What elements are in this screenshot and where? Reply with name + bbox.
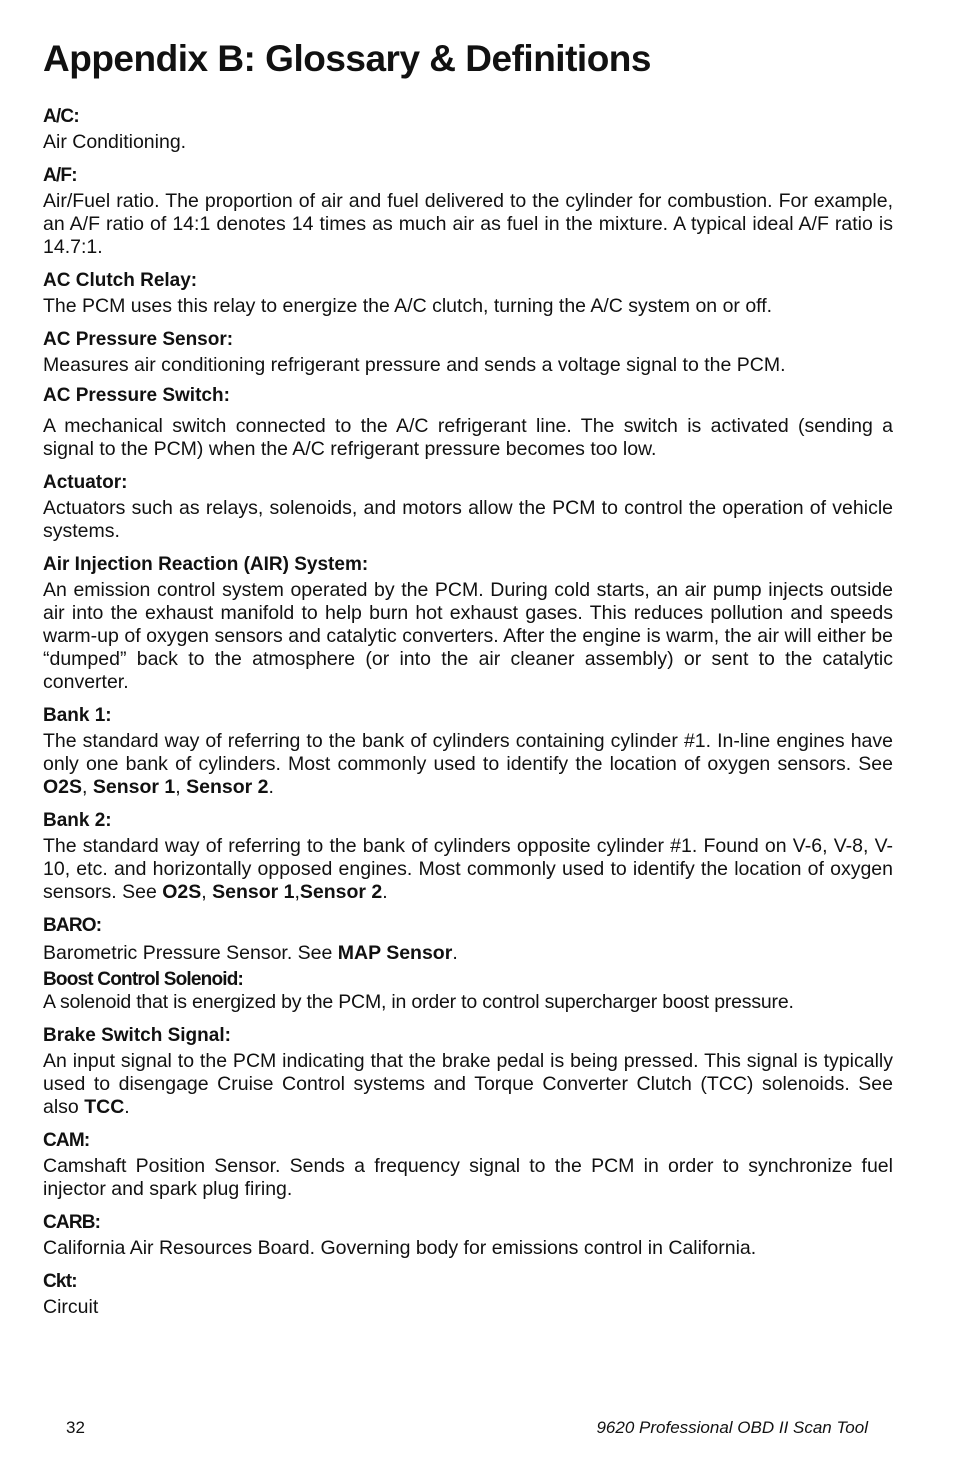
glossary-entry: [43, 472, 893, 543]
glossary-term: AC Pressure Switch:: [43, 385, 230, 406]
separator: .: [124, 1096, 130, 1118]
glossary-term: CAM:: [43, 1130, 90, 1151]
glossary-entry: [43, 554, 893, 694]
glossary-definition: Circuit: [43, 1296, 99, 1318]
glossary-definition: Actuators such as relays, solenoids, and motors allow the PCM to control the operation of vehicle systems.: [43, 497, 893, 542]
glossary-entry: [43, 1212, 893, 1260]
separator: ,: [201, 881, 213, 903]
glossary-term: Bank 1:: [43, 705, 112, 726]
glossary-entry: [43, 1271, 893, 1319]
glossary-entry: [43, 810, 893, 904]
definition-text: The standard way of referring to the bank of cylinders opposite cylinder #1. Found on V-6, V-8, V-10, etc. and horizontally opposed engines. Most commonly used to identify the location of oxygen sensors. See: [43, 835, 893, 903]
separator: .: [452, 942, 458, 964]
glossary-entry: [43, 329, 893, 377]
glossary-definition: A mechanical switch connected to the A/C refrigerant line. The switch is activated (sending a signal to the PCM) when the A/C refrigerant pressure becomes too low.: [43, 415, 893, 460]
glossary-definition: Air/Fuel ratio. The proportion of air and fuel delivered to the cylinder for combustion. For example, an A/F ratio of 14:1 denotes 14 times as much air as fuel in the mixture. A typical ideal A/F ratio is 14.7:1.: [43, 190, 893, 258]
glossary-term: AC Clutch Relay:: [43, 270, 198, 291]
separator: .: [382, 881, 388, 903]
glossary-term: CARB:: [43, 1212, 101, 1233]
glossary-term: Actuator:: [43, 472, 128, 493]
glossary-entry: [43, 1025, 893, 1119]
glossary-definition: Camshaft Position Sensor. Sends a frequency signal to the PCM in order to synchronize fuel injector and spark plug firing.: [43, 1155, 893, 1200]
glossary-definition: [43, 942, 893, 965]
page-number: 32: [66, 1418, 85, 1437]
cross-reference: TCC: [84, 1096, 125, 1118]
glossary-term: A/F:: [43, 165, 77, 186]
glossary-definition: An emission control system operated by the PCM. During cold starts, an air pump injects outside air into the exhaust manifold to help burn hot exhaust gases. This reduces pollution and speeds warm-up of oxygen sensors and catalytic converters. After the engine is warm, the air will either be “dumped” back to the atmosphere (or into the air cleaner assembly) or sent to the catalytic converter.: [43, 579, 893, 693]
cross-reference: MAP Sensor: [337, 942, 453, 964]
glossary-definition: [43, 835, 893, 904]
glossary-definition: California Air Resources Board. Governing body for emissions control in California.: [43, 1237, 757, 1259]
glossary-definition: Air Conditioning.: [43, 131, 187, 153]
glossary-term: Brake Switch Signal:: [43, 1025, 231, 1046]
page-title: Appendix B: Glossary & Definitions: [43, 38, 651, 79]
cross-reference: O2S: [43, 776, 83, 798]
definition-text: The standard way of referring to the bank of cylinders containing cylinder #1. In-line engines have only one bank of cylinders. Most commonly used to identify the location of oxygen sensors. See: [43, 730, 893, 775]
glossary-term: A/C:: [43, 106, 79, 127]
glossary-definition: The PCM uses this relay to energize the A/C clutch, turning the A/C system on or off.: [43, 295, 773, 317]
cross-reference: O2S: [162, 881, 202, 903]
cross-reference: Sensor 2: [186, 776, 269, 798]
glossary-entry: [43, 106, 893, 154]
definition-text: Barometric Pressure Sensor. See: [43, 942, 338, 964]
glossary-entry: [43, 969, 893, 1014]
cross-reference: Sensor 2: [299, 881, 383, 903]
glossary-definition: [43, 1050, 893, 1119]
separator: .: [268, 776, 274, 798]
glossary-term: Ckt:: [43, 1271, 77, 1292]
glossary-list: [43, 106, 893, 1319]
separator: ,: [294, 881, 300, 903]
glossary-term: Air Injection Reaction (AIR) System:: [43, 554, 369, 575]
glossary-term: AC Pressure Sensor:: [43, 329, 234, 350]
glossary-term: BARO:: [43, 915, 102, 936]
glossary-entry: [43, 270, 893, 318]
glossary-entry: [43, 705, 893, 799]
glossary-entry: [43, 1130, 893, 1201]
glossary-term: Boost Control Solenoid:: [43, 969, 244, 990]
definition-text: An input signal to the PCM indicating that the brake pedal is being pressed. This signal is typically used to disengage Cruise Control systems and Torque Converter Clutch (TCC) solenoids. See also: [43, 1050, 893, 1118]
glossary-entry: [43, 915, 893, 965]
glossary-term: Bank 2:: [43, 810, 112, 831]
footer-product-name: 9620 Professional OBD II Scan Tool: [596, 1418, 868, 1437]
glossary-entry: [43, 165, 893, 259]
separator: ,: [82, 776, 93, 798]
glossary-definition: [43, 730, 893, 799]
glossary-definition: Measures air conditioning refrigerant pressure and sends a voltage signal to the PCM.: [43, 354, 786, 376]
glossary-definition: A solenoid that is energized by the PCM, in order to control supercharger boost pressure.: [43, 991, 794, 1013]
cross-reference: Sensor 1: [212, 881, 295, 903]
separator: ,: [175, 776, 187, 798]
glossary-entry: [43, 385, 893, 461]
cross-reference: Sensor 1: [92, 776, 176, 798]
